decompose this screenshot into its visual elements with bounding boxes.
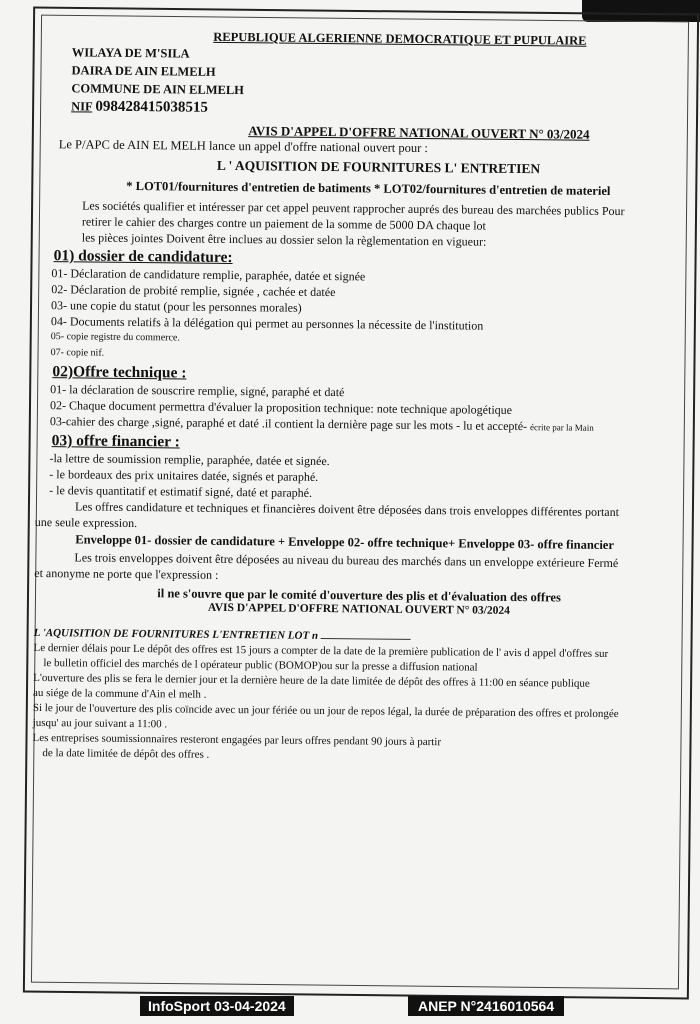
organization-block: [71, 43, 660, 121]
nif-number: 098428415038515: [95, 98, 208, 116]
list-item: 07- copie nif.: [50, 347, 105, 359]
description-line: Les sociétés qualifier et intéresser par cet appel peuvent rapprocher auprés des bureau des marchées publics Pour: [82, 198, 625, 219]
wilaya: WILAYA DE M'SILA: [71, 45, 190, 61]
lower-line: Si le jour de l'ouverture des plis coïncide avec un jour fériée ou un jour de repos légal, la durée de préparation des offres et prolongée: [32, 701, 619, 721]
description-line: retirer le cahier des charges contre un paiement de la somme de 5000 DA chaque lot: [81, 214, 486, 233]
lower-line: jusqu' au jour suivant a 11:00 .: [32, 716, 168, 731]
deposit-instructions-2: [34, 549, 654, 587]
list-item: 02- Chaque document permettra d'évaluer la proposition technique: note technique apologétique: [49, 398, 513, 417]
handwritten-note: écrite par la Main: [530, 422, 594, 433]
section-technique-title: 02)Offre technique :: [52, 363, 187, 382]
comite-line: il ne s'ouvre que par le comité d'ouverture des plis et d'évaluation des offres: [157, 586, 561, 605]
lower-line: de la date limitée de dépôt des offres .: [42, 747, 210, 761]
lower-line: Les entreprises soumissionnaires resteront engagées par leurs offres pendant 90 jours à partir: [32, 731, 442, 749]
commune: COMMUNE DE AIN ELMELH: [71, 81, 245, 98]
newspaper-label: InfoSport 03-04-2024: [140, 996, 294, 1016]
section-candidature-title: 01) dossier de candidature:: [53, 247, 233, 267]
lower-section: [32, 626, 653, 767]
list-item: 01- la déclaration de souscrire remplie, signé, paraphé et daté: [50, 382, 345, 400]
list-item: 05- copie registre du commerce.: [50, 331, 180, 344]
lower-line: au siége de la commune d'Ain el melh .: [32, 686, 207, 701]
deposit-line: Les trois enveloppes doivent être déposées au niveau du bureau des marchés dans un enveloppe extérieure Fermé: [74, 550, 619, 571]
lower-title-text: L 'AQUISITION DE FOURNITURES L'ENTRETIEN LOT n: [33, 626, 319, 642]
lower-line: L'ouverture des plis se fera le dernier jour et la dernière heure de la date limitée de dépôt des offres à 11:00 en séance publique: [33, 671, 590, 690]
list-item: 04- Documents relatifs à la délégation qui permet au personnes la nécessite de l'institution: [50, 314, 484, 333]
nif-label: NIF: [71, 99, 93, 114]
blank-line: [321, 638, 411, 640]
daira: DAIRA DE AIN ELMELH: [71, 63, 216, 79]
notice-title: AVIS D'APPEL D'OFFRE NATIONAL OUVERT N° 03/2024: [248, 123, 590, 142]
envelopes-line: Enveloppe 01- dossier de candidature + Enveloppe 02- offre technique+ Enveloppe 03- offre financier: [75, 532, 615, 553]
anep-label: ANEP N°2416010564: [408, 996, 564, 1016]
list-item: 01- Déclaration de candidature remplie, paraphée, datée et signée: [51, 266, 366, 284]
section-financier-title: 03) offre financier :: [51, 432, 180, 451]
notice-subject: L ' AQUISITION DE FOURNITURES L' ENTRETIEN: [216, 157, 541, 177]
notice-title-repeat: AVIS D'APPEL D'OFFRE NATIONAL OUVERT N° 03/2024: [207, 601, 510, 617]
deposit-line: Les offres candidature et techniques et financières doivent être déposées dans trois enveloppes différentes portant: [74, 499, 620, 520]
list-item: 03- une copie du statut (pour les personnes morales): [51, 298, 302, 315]
notice-content: [32, 28, 660, 767]
footer: [0, 992, 700, 1016]
deposit-instructions: [35, 498, 655, 536]
list-item: -la lettre de soumission remplie, paraphée, datée et signée.: [49, 451, 330, 469]
list-item: - le devis quantitatif et estimatif signé, daté et paraphé.: [49, 483, 313, 500]
republic-heading: REPUBLIQUE ALGERIENNE DEMOCRATIQUE ET PUPULAIRE: [213, 29, 587, 48]
description: [62, 197, 658, 251]
list-item: 02- Déclaration de probité remplie, signée , cachée et datée: [51, 282, 336, 300]
list-item: - le bordeaux des prix unitaires datée, signés et paraphé.: [49, 467, 319, 484]
deposit-line: et anonyme ne porte que l'expression :: [34, 565, 219, 582]
description-line: les pièces jointes Doivent être inclues au dossier selon la règlementation en vigueur:: [81, 230, 487, 249]
lower-line: le bulletin officiel des marchés de l opérateur public (BOMOP)ou sur la presse a diffusion national: [43, 657, 478, 674]
deposit-line: une seule expression.: [34, 514, 138, 531]
lower-line: Le dernier délais pour Le dépôt des offres est 15 jours a compter de la date de la première publication de l' avis d appel d'offres sur: [33, 641, 609, 660]
notice-lots: * LOT01/fournitures d'entretien de batiments * LOT02/fournitures d'entretien de materiel: [126, 178, 611, 198]
notice-intro: Le P/APC de AIN EL MELH lance un appel d'offre national ouvert pour :: [58, 137, 429, 156]
list-item-text: 03-cahier des charge ,signé, paraphé et daté .il contient la dernière page sur les mots - lu et accepté-: [49, 414, 528, 434]
